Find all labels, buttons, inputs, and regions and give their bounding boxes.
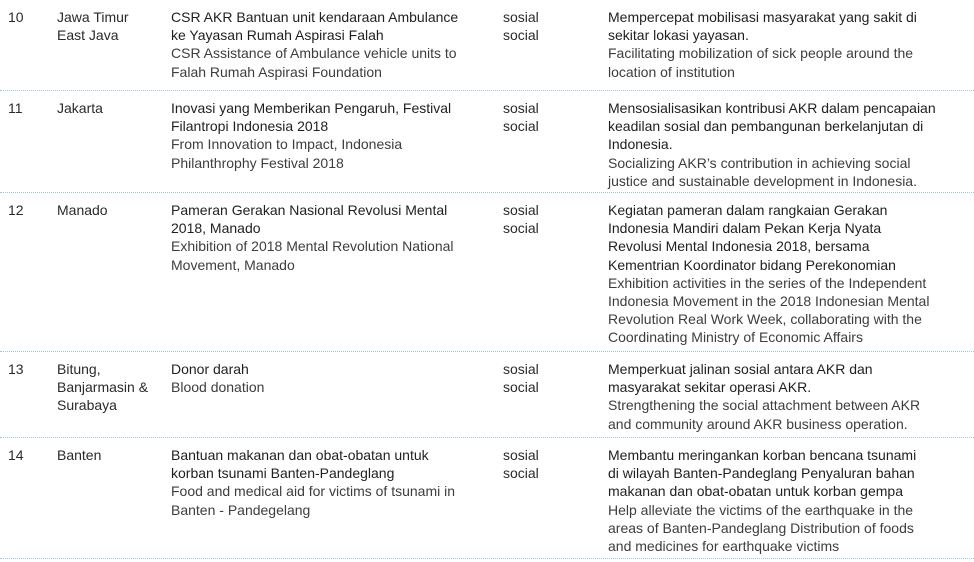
location xyxy=(57,91,171,197)
type-indonesian: sosial xyxy=(503,100,539,116)
table-row xyxy=(0,438,974,559)
description-indonesian: Mempercepat mobilisasi masyarakat yang sakit di sekitar lokasi yayasan. xyxy=(608,9,917,44)
location xyxy=(57,193,171,354)
row-number: 11 xyxy=(8,100,23,116)
activity-type xyxy=(503,352,608,440)
description xyxy=(608,91,974,197)
program xyxy=(171,91,503,197)
activity-type xyxy=(503,193,608,354)
program-indonesian: Inovasi yang Memberikan Pengaruh, Festival Filantropi Indonesia 2018 xyxy=(171,100,452,135)
program xyxy=(171,0,503,90)
program-indonesian: Pameran Gerakan Nasional Revolusi Mental 2018, Manado xyxy=(171,202,448,237)
type-english: social xyxy=(503,379,539,396)
description-english: Facilitating mobilization of sick people around the location of institution xyxy=(608,45,914,80)
description-indonesian: Kegiatan pameran dalam rangkaian Gerakan Indonesia Mandiri dalam Pekan Kerja Nyata Revolusi Mental Indonesia 2018, bersama Kementrian Koordinator bidang Perekonomian xyxy=(608,202,896,273)
table-row xyxy=(0,91,974,193)
location xyxy=(57,0,171,90)
table-row xyxy=(0,193,974,352)
program-indonesian: Donor darah xyxy=(171,361,249,377)
type-indonesian: sosial xyxy=(503,447,539,463)
location-text: Jakarta xyxy=(57,100,103,116)
location-text: Manado xyxy=(57,202,108,218)
program-english: Blood donation xyxy=(171,379,265,396)
type-english: social xyxy=(503,465,539,482)
location-text: Banten xyxy=(57,447,102,463)
type-indonesian: sosial xyxy=(503,361,539,377)
program-english: CSR Assistance of Ambulance vehicle units to Falah Rumah Aspirasi Foundation xyxy=(171,45,457,80)
description-english: Help alleviate the victims of the earthquake in the areas of Banten-Pandeglang Distribution of foods and medicines for earthquake victims xyxy=(608,501,914,555)
description xyxy=(608,352,974,440)
program xyxy=(171,438,503,562)
program xyxy=(171,193,503,354)
row-number: 14 xyxy=(8,447,24,463)
description-english: Strengthening the social attachment between AKR and community around AKR business operation. xyxy=(608,397,921,432)
location-text: Bitung, Banjarmasin & Surabaya xyxy=(57,361,149,414)
table-row xyxy=(0,0,974,91)
description-english: Exhibition activities in the series of the Independent Indonesia Movement in the 2018 Indonesian Mental Revolution Real Work Week, collaborating with the Coordinating Ministry of Economic Affairs xyxy=(608,274,930,346)
row-number: 10 xyxy=(8,9,24,25)
description-indonesian: Membantu meringankan korban bencana tsunami di wilayah Banten-Pandeglang Penyaluran bahan makanan dan obat-obatan untuk korban gempa xyxy=(608,447,917,500)
description-english: Socializing AKR’s contribution in achieving social justice and sustainable development in Indonesia. xyxy=(608,154,917,189)
program-indonesian: Bantuan makanan dan obat-obatan untuk korban tsunami Banten-Pandeglang xyxy=(171,447,429,482)
location xyxy=(57,352,171,440)
description xyxy=(608,193,974,354)
row-number: 13 xyxy=(8,361,24,377)
description-indonesian: Mensosialisasikan kontribusi AKR dalam pencapaian keadilan sosial dan pembangunan berkelanjutan di Indonesia. xyxy=(608,100,936,153)
description xyxy=(608,438,974,562)
program-english: Food and medical aid for victims of tsunami in Banten - Pandegelang xyxy=(171,483,456,518)
type-indonesian: sosial xyxy=(503,202,539,218)
type-indonesian: sosial xyxy=(503,9,539,25)
activity-type xyxy=(503,91,608,197)
row-number: 12 xyxy=(8,202,24,218)
program-indonesian: CSR AKR Bantuan unit kendaraan Ambulance ke Yayasan Rumah Aspirasi Falah xyxy=(171,9,459,44)
location-text: Jawa Timur East Java xyxy=(57,9,129,44)
type-english: social xyxy=(503,27,539,44)
program-english: From Innovation to Impact, Indonesia Philanthrophy Festival 2018 xyxy=(171,136,403,171)
activity-type xyxy=(503,438,608,562)
activity-type xyxy=(503,0,608,90)
type-english: social xyxy=(503,118,539,135)
description xyxy=(608,0,974,90)
program-english: Exhibition of 2018 Mental Revolution National Movement, Manado xyxy=(171,238,454,273)
table-row xyxy=(0,352,974,438)
description-indonesian: Memperkuat jalinan sosial antara AKR dan masyarakat sekitar operasi AKR. xyxy=(608,361,873,396)
program xyxy=(171,352,503,440)
location xyxy=(57,438,171,562)
type-english: social xyxy=(503,220,539,237)
